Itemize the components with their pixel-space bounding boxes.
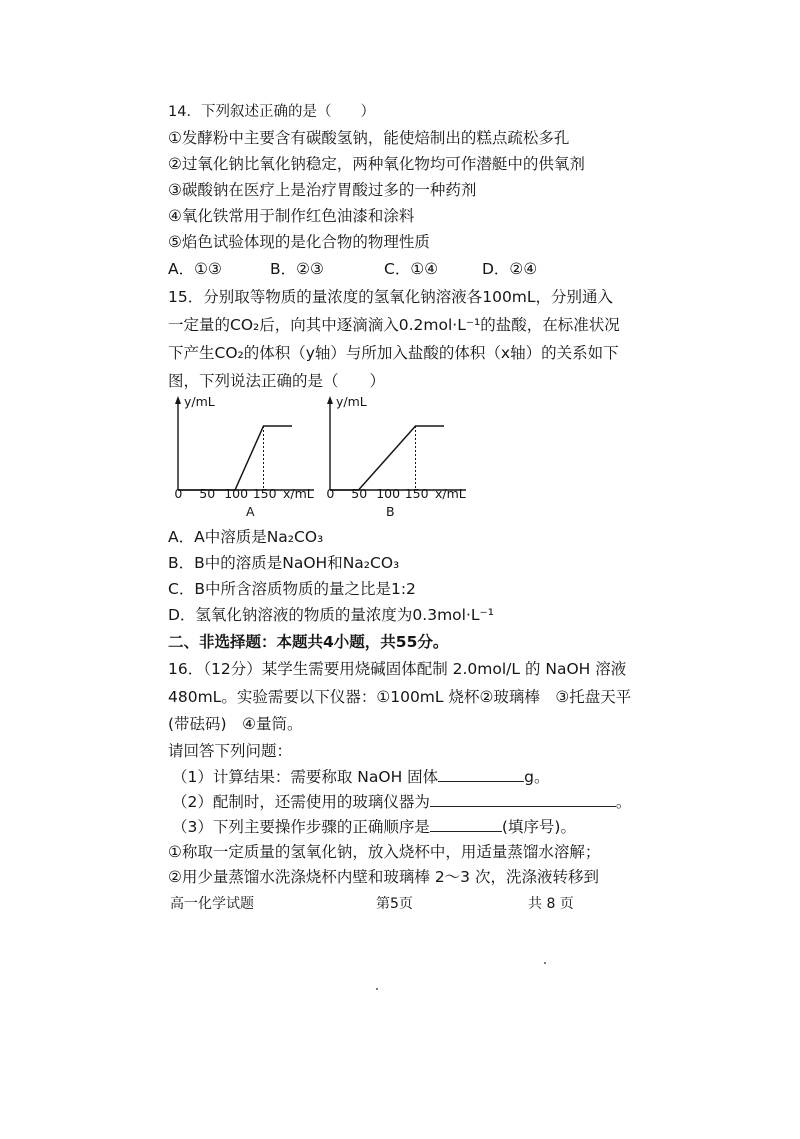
q14-option-c[interactable]: C．①④: [384, 260, 439, 278]
section-heading: 二、非选择题：本题共4小题，共55分。: [168, 633, 449, 651]
q16-step-2: ②用少量蒸馏水洗涤烧杯内壁和玻璃棒 2～3 次，洗涤液转移到: [168, 868, 599, 886]
q16-step-1: ①称取一定质量的氢氧化钠，放入烧杯中，用适量蒸馏水溶解；: [168, 843, 601, 861]
q15-line-4: 图，下列说法正确的是（ ）: [168, 372, 386, 390]
q16-sub2-answer-blank[interactable]: [430, 790, 616, 807]
q16-line-4: 请回答下列问题：: [168, 742, 293, 760]
chart-b: [322, 392, 472, 520]
chart-a-tick-label: 100: [224, 486, 249, 501]
q14-item-4: ④氧化铁常用于制作红色油漆和涂料: [168, 207, 415, 225]
q14-option-b[interactable]: B．②③: [270, 260, 324, 278]
q16-sub3-answer-blank[interactable]: [430, 815, 502, 832]
chart-b-tick-label: 50: [351, 486, 368, 501]
q14-option-d[interactable]: D．②④: [482, 260, 538, 278]
q15-option-d[interactable]: D．氢氧化钠溶液的物质的量浓度为0.3mol·L⁻¹: [168, 606, 494, 624]
q15-option-b[interactable]: B．B中的溶质是NaOH和Na₂CO₃: [168, 554, 400, 572]
q16-line-3: (带砝码) ④量筒。: [168, 715, 303, 733]
q14-stem: 14．下列叙述正确的是（ ）: [168, 104, 375, 120]
q16-line-2: 480mL。实验需要以下仪器：①100mL 烧杯②玻璃棒 ③托盘天平: [168, 688, 632, 706]
q14-item-5: ⑤焰色试验体现的是化合物的物理性质: [168, 233, 430, 251]
chart-b-caption: B: [386, 504, 395, 519]
chart-a-tick-label: 150: [252, 486, 277, 501]
q14-item-3: ③碳酸钠在医疗上是治疗胃酸过多的一种药剂: [168, 181, 477, 199]
q16-sub2-end: 。: [615, 793, 632, 811]
q15-option-c[interactable]: C．B中所含溶质物质的量之比是1:2: [168, 580, 416, 598]
footer-total-pages: 共 8 页: [528, 896, 574, 912]
scan-speck: [544, 962, 546, 964]
chart-b-xlabel: x/mL: [435, 486, 466, 501]
q16-sub3-end: (填序号)。: [501, 818, 576, 836]
q14-option-a[interactable]: A．①③: [168, 260, 222, 278]
chart-a: [170, 392, 320, 520]
q15-line-2: 一定量的CO₂后，向其中逐滴滴入0.2mol·L⁻¹的盐酸，在标准状况: [168, 316, 620, 334]
chart-b-tick-label: 100: [376, 486, 401, 501]
chart-b-tick-label: 150: [404, 486, 429, 501]
scan-speck: [376, 988, 378, 990]
chart-b-series-line: [330, 426, 444, 490]
q16-sub2-text: （2）配制时，还需使用的玻璃仪器为: [172, 793, 430, 811]
chart-a-y-arrow: [175, 396, 181, 404]
chart-b-tick-label: 0: [326, 486, 335, 501]
q14-options: [168, 257, 537, 281]
q14-item-2: ②过氧化钠比氧化钠稳定，两种氧化物均可作潜艇中的供氧剂: [168, 155, 585, 173]
q16-sub1-answer-blank[interactable]: [438, 765, 524, 782]
footer-subject: 高一化学试题: [170, 896, 254, 912]
q16-sub3-text: （3）下列主要操作步骤的正确顺序是: [172, 818, 430, 836]
q14-item-1: ①发酵粉中主要含有碳酸氢钠，能使焙制出的糕点疏松多孔: [168, 129, 570, 147]
q16-sub2: [172, 790, 631, 814]
q16-sub1-unit: g。: [524, 768, 550, 786]
q16-line-1: 16．（12分）某学生需要用烧碱固体配制 2.0mol/L 的 NaOH 溶液: [168, 660, 627, 678]
chart-a-tick-label: 0: [174, 486, 183, 501]
chart-a-caption: A: [246, 504, 255, 519]
q16-sub1-text: （1）计算结果：需要称取 NaOH 固体: [172, 768, 439, 786]
chart-a-xlabel: x/mL: [283, 486, 314, 501]
chart-a-tick-label: 50: [199, 486, 216, 501]
q16-sub1: [172, 765, 550, 789]
q15-line-3: 下产生CO₂的体积（y轴）与所加入盐酸的体积（x轴）的关系如下: [168, 344, 619, 362]
footer-page-number: 第5页: [376, 896, 413, 912]
chart-b-y-arrow: [327, 396, 333, 404]
chart-a-series-line: [178, 426, 292, 490]
q16-sub3: [172, 815, 576, 839]
chart-b-ylabel: y/mL: [336, 394, 367, 409]
q15-option-a[interactable]: A．A中溶质是Na₂CO₃: [168, 528, 324, 546]
q15-line-1: 15．分别取等物质的量浓度的氢氧化钠溶液各100mL，分别通入: [168, 288, 614, 306]
chart-a-ylabel: y/mL: [184, 394, 215, 409]
